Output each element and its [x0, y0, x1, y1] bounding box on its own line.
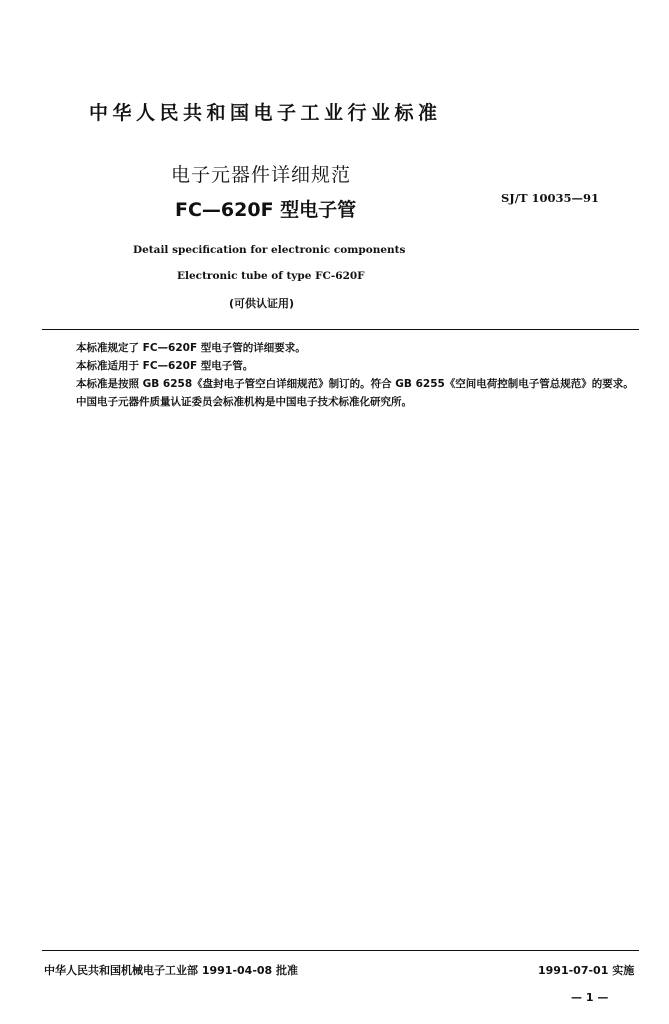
title-zh-line2: FC—620F 型电子管	[175, 199, 357, 221]
title-en-line2: Electronic tube of type FC-620F	[177, 270, 365, 282]
standard-number: SJ/T 10035—91	[501, 191, 600, 205]
title-en-line1: Detail specification for electronic components	[133, 244, 406, 256]
paragraph: 本标准规定了 FC—620F 型电子管的详细要求。	[76, 342, 306, 354]
body-text	[44, 339, 639, 411]
issuer-header: 中华人民共和国电子工业行业标准	[89, 102, 442, 124]
certification-note: (可供认证用)	[229, 297, 295, 310]
implementation-date: 1991-07-01 实施	[538, 964, 635, 977]
paragraph: 本标准是按照 GB 6258《盘封电子管空白详细规范》制订的。符合 GB 6255《空间电荷控制电子管总规范》的要求。	[76, 378, 634, 390]
top-divider	[42, 329, 639, 330]
title-zh-line1: 电子元器件详细规范	[171, 164, 352, 186]
bottom-divider	[42, 950, 639, 951]
approval-line: 中华人民共和国机械电子工业部 1991-04-08 批准	[44, 964, 299, 977]
paragraph: 中国电子元器件质量认证委员会标准机构是中国电子技术标准化研究所。	[76, 396, 412, 408]
page-number: — 1 —	[571, 991, 609, 1004]
paragraph: 本标准适用于 FC—620F 型电子管。	[76, 360, 254, 372]
